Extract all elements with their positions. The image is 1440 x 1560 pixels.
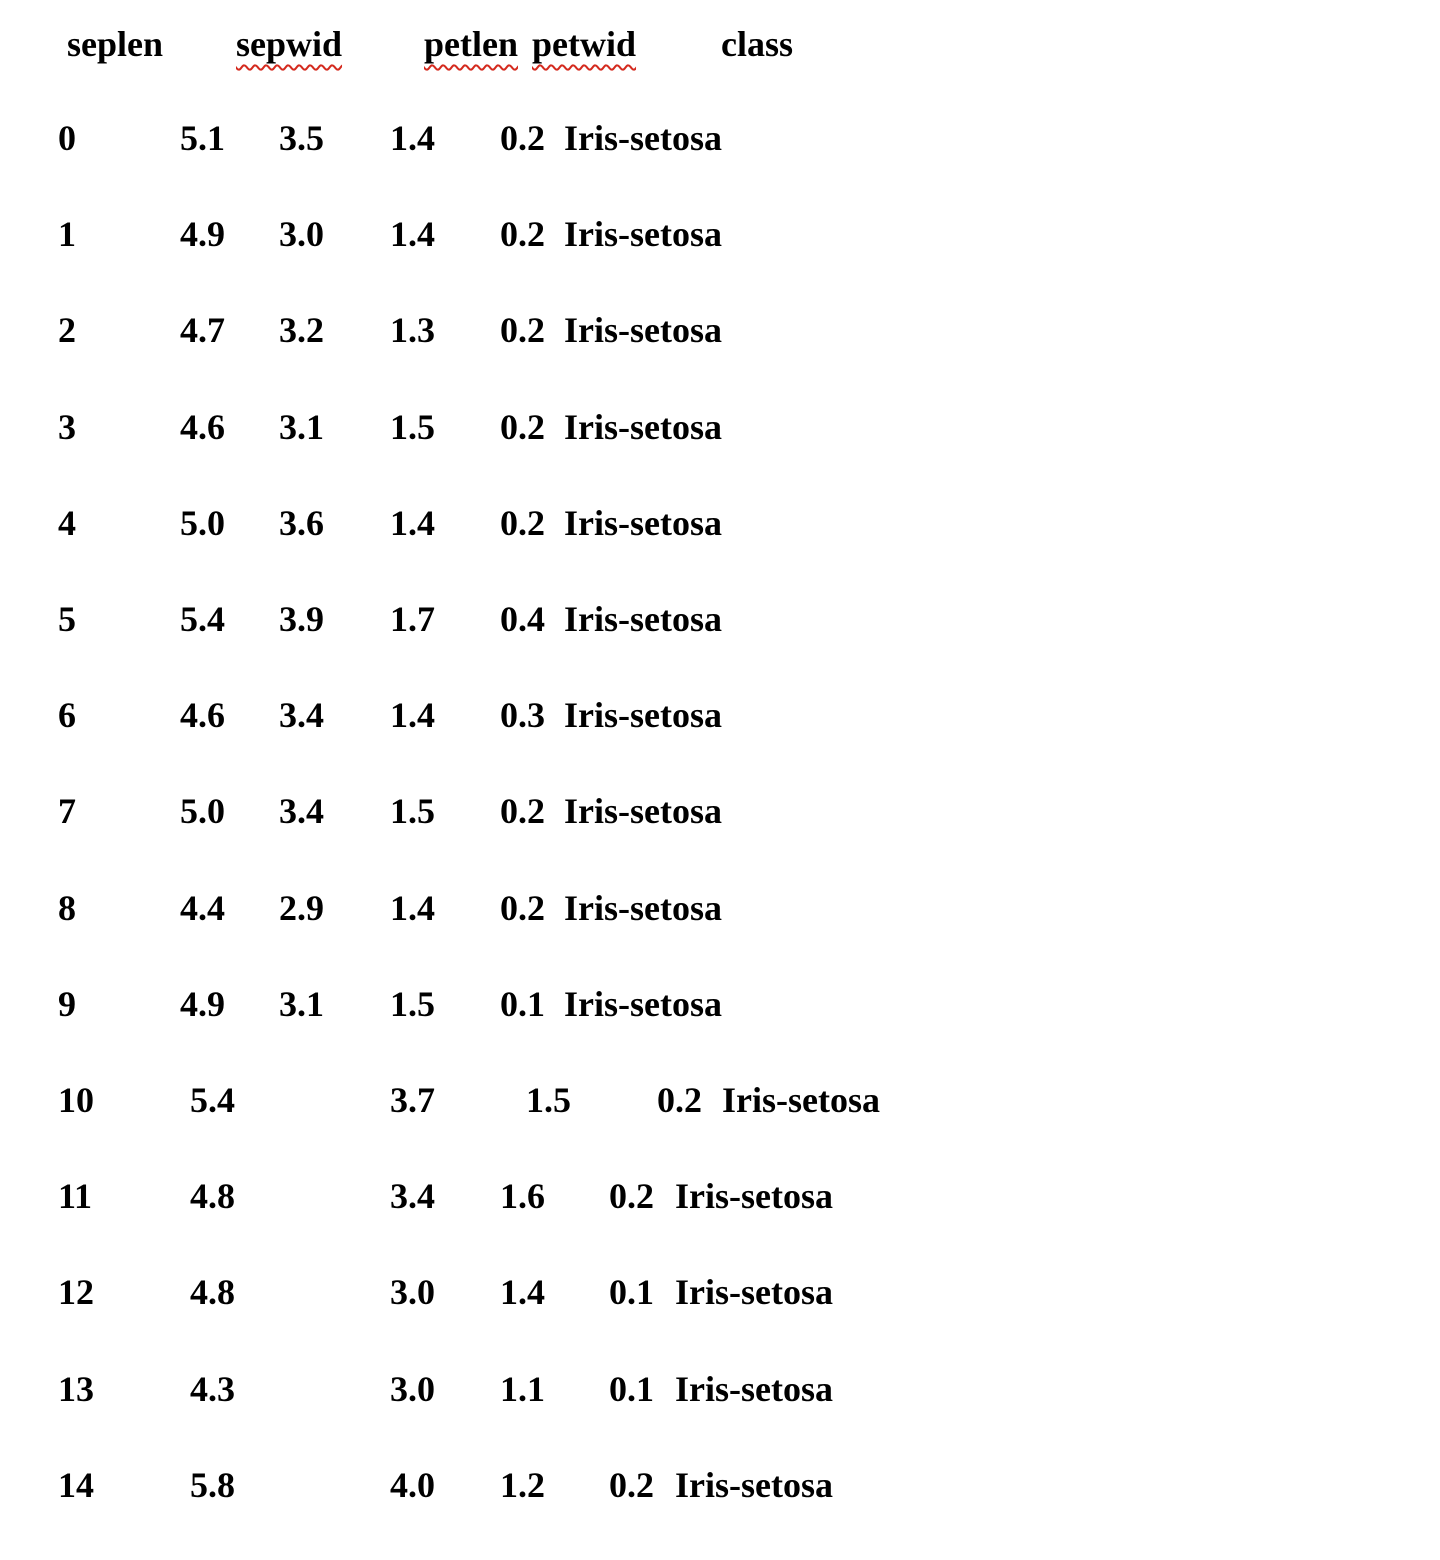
row-value-d: 0.2 <box>609 1176 654 1217</box>
row-index: 8 <box>58 887 76 928</box>
row-class: Iris-setosa <box>564 983 722 1024</box>
row-value-d: 0.2 <box>500 406 545 447</box>
row-value-a: 4.8 <box>190 1176 235 1217</box>
row-value-c: 1.7 <box>390 599 435 639</box>
header-petlen: petlen <box>424 24 518 64</box>
row-class: Iris-setosa <box>722 1080 880 1120</box>
row-value-a: 5.1 <box>180 118 225 158</box>
row-index: 5 <box>58 599 76 639</box>
row-index: 3 <box>58 406 76 447</box>
row-value-c: 1.2 <box>500 1464 545 1505</box>
row-index: 4 <box>58 502 76 543</box>
row-index: 9 <box>58 983 76 1024</box>
row-value-a: 4.6 <box>180 406 225 447</box>
row-value-d: 0.1 <box>500 983 545 1024</box>
row-value-c: 1.3 <box>390 310 435 351</box>
row-index: 7 <box>58 791 76 832</box>
header-seplen: seplen <box>67 24 164 64</box>
header-class: class <box>721 24 793 64</box>
row-index: 10 <box>58 1080 94 1120</box>
row-value-a: 5.0 <box>180 502 225 543</box>
row-value-d: 0.3 <box>500 695 545 736</box>
row-class: Iris-setosa <box>564 118 722 158</box>
row-value-a: 5.4 <box>180 599 225 639</box>
row-value-d: 0.2 <box>500 887 545 928</box>
row-value-d: 0.2 <box>500 310 545 351</box>
row-value-b: 3.7 <box>390 1080 435 1120</box>
row-value-c: 1.4 <box>390 502 435 543</box>
row-value-b: 3.4 <box>279 791 324 832</box>
row-class: Iris-setosa <box>564 214 722 255</box>
row-class: Iris-setosa <box>564 310 722 351</box>
row-value-c: 1.4 <box>390 118 435 158</box>
row-value-d: 0.4 <box>500 599 545 639</box>
row-value-c: 1.6 <box>500 1176 545 1217</box>
row-value-b: 3.4 <box>390 1176 435 1217</box>
row-value-b: 3.9 <box>279 599 324 639</box>
row-value-b: 3.0 <box>390 1368 435 1409</box>
row-value-d: 0.2 <box>500 502 545 543</box>
row-index: 13 <box>58 1368 94 1409</box>
row-value-d: 0.2 <box>609 1464 654 1505</box>
row-class: Iris-setosa <box>564 887 722 928</box>
row-index: 6 <box>58 695 76 736</box>
row-value-b: 3.0 <box>279 214 324 255</box>
row-value-b: 3.6 <box>279 502 324 543</box>
row-value-a: 4.8 <box>190 1272 235 1313</box>
row-value-a: 4.3 <box>190 1368 235 1409</box>
row-value-c: 1.1 <box>500 1368 545 1409</box>
row-class: Iris-setosa <box>675 1464 833 1505</box>
row-class: Iris-setosa <box>564 695 722 736</box>
row-value-a: 5.0 <box>180 791 225 832</box>
row-value-b: 3.1 <box>279 983 324 1024</box>
row-value-b: 3.0 <box>390 1272 435 1313</box>
row-value-d: 0.1 <box>609 1272 654 1313</box>
row-value-a: 4.4 <box>180 887 225 928</box>
row-value-a: 5.8 <box>190 1464 235 1505</box>
row-value-b: 2.9 <box>279 887 324 928</box>
row-value-c: 1.4 <box>500 1272 545 1313</box>
row-value-a: 5.4 <box>190 1080 235 1120</box>
row-index: 2 <box>58 310 76 351</box>
row-value-a: 4.6 <box>180 695 225 736</box>
row-class: Iris-setosa <box>675 1368 833 1409</box>
row-value-d: 0.2 <box>657 1080 702 1120</box>
row-class: Iris-setosa <box>675 1176 833 1217</box>
row-value-b: 3.1 <box>279 406 324 447</box>
row-value-c: 1.4 <box>390 214 435 255</box>
row-value-a: 4.7 <box>180 310 225 351</box>
row-value-d: 0.2 <box>500 791 545 832</box>
row-value-c: 1.5 <box>390 791 435 832</box>
row-value-b: 3.2 <box>279 310 324 351</box>
row-value-c: 1.5 <box>390 406 435 447</box>
row-value-c: 1.5 <box>390 983 435 1024</box>
row-index: 1 <box>58 214 76 255</box>
row-index: 14 <box>58 1464 94 1505</box>
row-value-b: 4.0 <box>390 1464 435 1505</box>
row-value-b: 3.5 <box>279 118 324 158</box>
row-value-c: 1.4 <box>390 887 435 928</box>
row-value-d: 0.2 <box>500 214 545 255</box>
row-value-c: 1.5 <box>526 1080 571 1120</box>
row-value-d: 0.2 <box>500 118 545 158</box>
row-index: 12 <box>58 1272 94 1313</box>
row-index: 0 <box>58 118 76 158</box>
row-value-a: 4.9 <box>180 214 225 255</box>
row-index: 11 <box>58 1176 93 1217</box>
row-value-d: 0.1 <box>609 1368 654 1409</box>
row-class: Iris-setosa <box>564 502 722 543</box>
row-value-a: 4.9 <box>180 983 225 1024</box>
row-value-c: 1.4 <box>390 695 435 736</box>
row-class: Iris-setosa <box>564 791 722 832</box>
row-value-b: 3.4 <box>279 695 324 736</box>
row-class: Iris-setosa <box>564 406 722 447</box>
header-petwid: petwid <box>532 24 637 64</box>
header-sepwid: sepwid <box>236 24 343 64</box>
row-class: Iris-setosa <box>564 599 722 639</box>
row-class: Iris-setosa <box>675 1272 833 1313</box>
